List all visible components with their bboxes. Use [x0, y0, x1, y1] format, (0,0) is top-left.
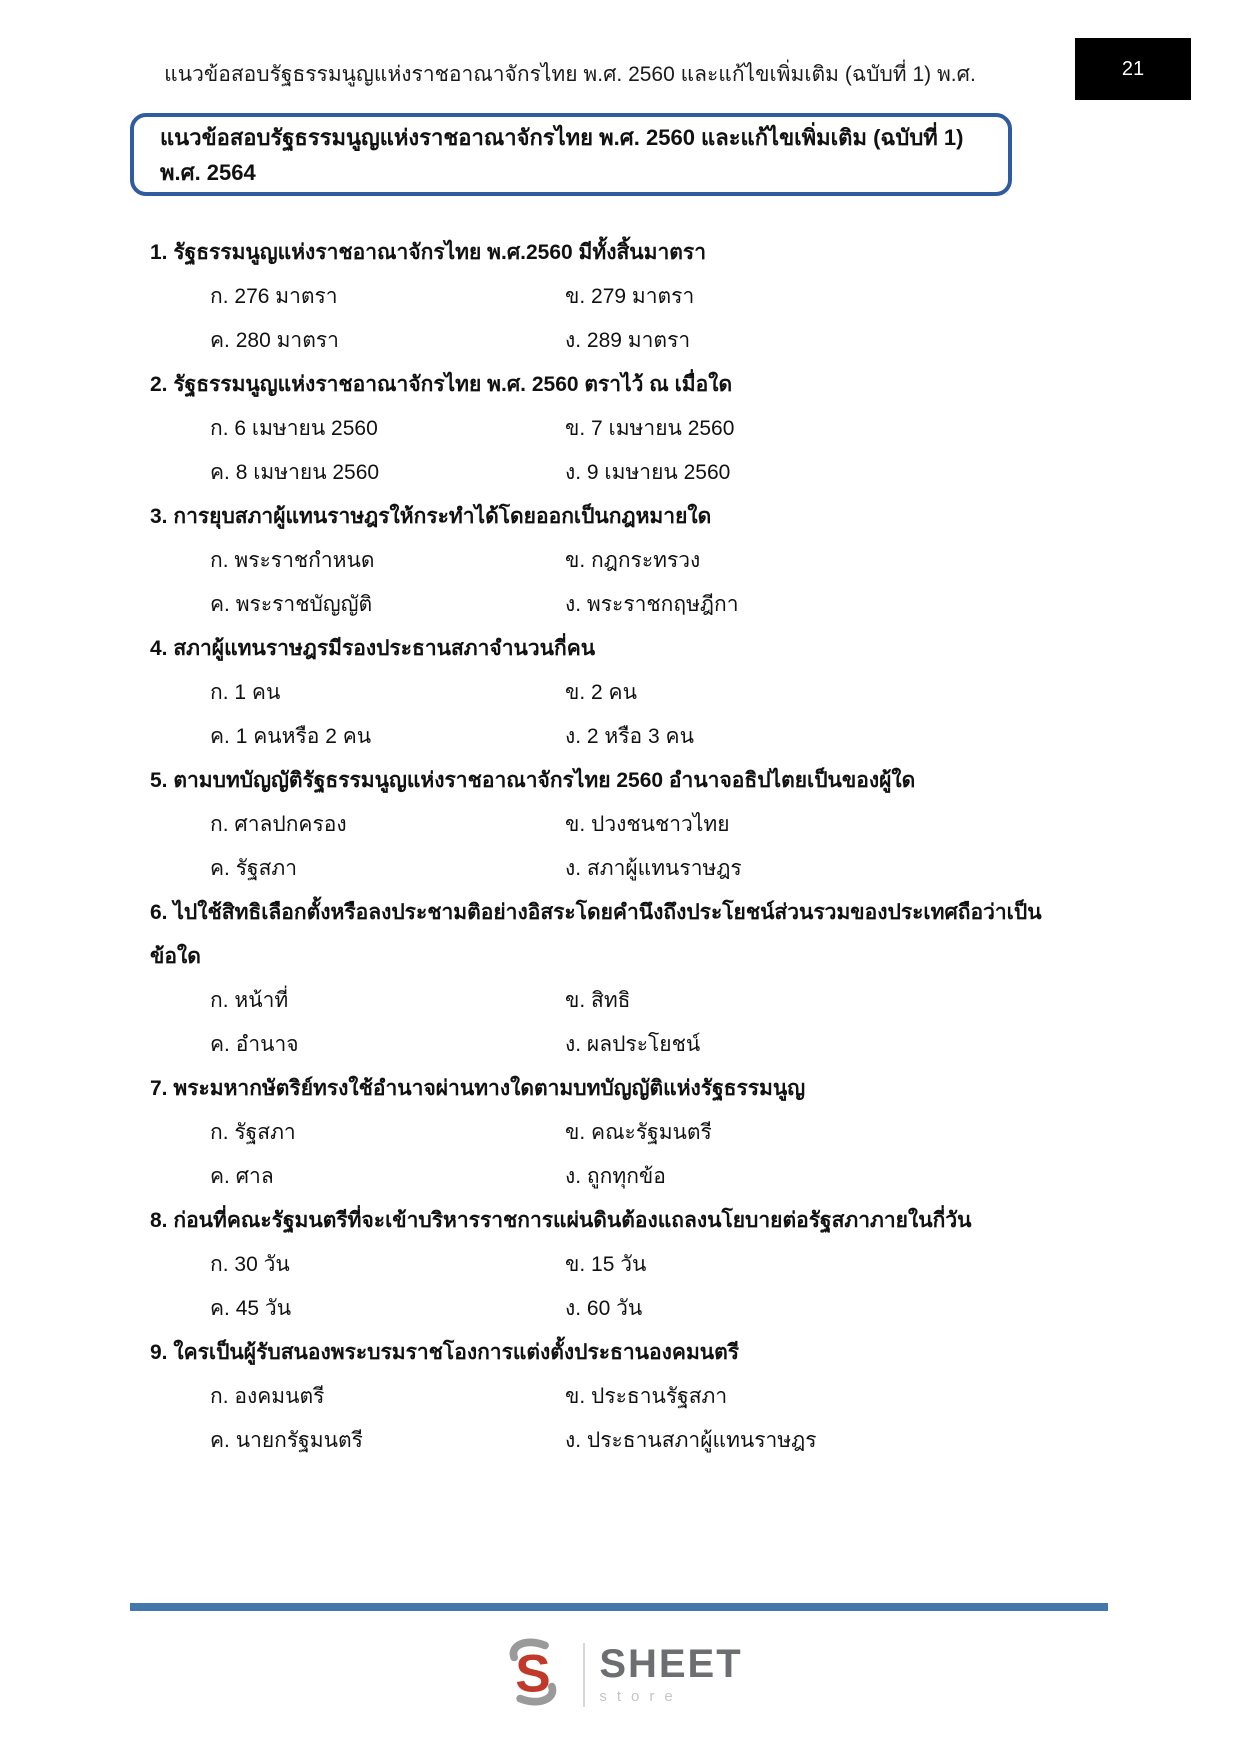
question-text: 4. สภาผู้แทนราษฎรมีรองประธานสภาจำนวนกี่คน	[150, 637, 596, 660]
options-row	[150, 847, 1055, 891]
option-a: ก. องคมนตรี	[210, 1385, 325, 1408]
options-row	[150, 583, 1055, 627]
option-c: ค. 1 คนหรือ 2 คน	[210, 725, 372, 748]
option-b: ข. คณะรัฐมนตรี	[565, 1121, 712, 1144]
option-c: ค. ศาล	[210, 1165, 274, 1188]
question-7	[150, 1067, 1055, 1199]
option-c: ค. 8 เมษายน 2560	[210, 461, 380, 484]
brand-subtitle: store	[599, 1688, 683, 1705]
footer-divider-bar	[130, 1603, 1108, 1611]
options-row	[150, 1243, 1055, 1287]
options-row	[150, 275, 1055, 319]
question-text: 9. ใครเป็นผู้รับสนองพระบรมราชโองการแต่งตั้งประธานองคมนตรี	[150, 1341, 740, 1364]
question-9	[150, 1331, 1055, 1463]
option-b: ข. กฎกระทรวง	[565, 549, 701, 572]
brand-text-block	[599, 1644, 742, 1705]
option-d: ง. 60 วัน	[565, 1297, 643, 1320]
option-d: ง. ประธานสภาผู้แทนราษฎร	[565, 1429, 817, 1452]
options-row	[150, 1375, 1055, 1419]
options-row	[150, 319, 1055, 363]
option-a: ก. พระราชกำหนด	[210, 549, 375, 572]
question-5	[150, 759, 1055, 891]
question-text: 5. ตามบทบัญญัติรัฐธรรมนูญแห่งราชอาณาจักรไทย 2560 อำนาจอธิปไตยเป็นของผู้ใด	[150, 769, 916, 792]
question-text: 2. รัฐธรรมนูญแห่งราชอาณาจักรไทย พ.ศ. 2560 ตราไว้ ณ เมื่อใด	[150, 373, 733, 396]
question-text: 8. ก่อนที่คณะรัฐมนตรีที่จะเข้าบริหารราชการแผ่นดินต้องแถลงนโยบายต่อรัฐสภาภายในกี่วัน	[150, 1209, 972, 1232]
document-title: แนวข้อสอบรัฐธรรมนูญแห่งราชอาณาจักรไทย พ.ศ. 2560 และแก้ไขเพิ่มเติม (ฉบับที่ 1) พ.ศ. 2564	[160, 124, 964, 185]
sheet-store-logo	[0, 1636, 1240, 1713]
questions-list	[150, 231, 1055, 1463]
option-b: ข. 279 มาตรา	[565, 285, 695, 308]
options-row	[150, 1419, 1055, 1463]
page-number-badge: 21	[1075, 38, 1191, 100]
sheet-store-s-icon	[497, 1636, 569, 1713]
options-row	[150, 671, 1055, 715]
option-b: ข. 2 คน	[565, 681, 637, 704]
option-c: ค. 280 มาตรา	[210, 329, 339, 352]
option-d: ง. 2 หรือ 3 คน	[565, 725, 694, 748]
option-b: ข. 15 วัน	[565, 1253, 647, 1276]
question-2	[150, 363, 1055, 495]
options-row	[150, 715, 1055, 759]
question-text: 7. พระมหากษัตริย์ทรงใช้อำนาจผ่านทางใดตามบทบัญญัติแห่งรัฐธรรมนูญ	[150, 1077, 806, 1100]
question-3	[150, 495, 1055, 627]
question-text: 1. รัฐธรรมนูญแห่งราชอาณาจักรไทย พ.ศ.2560 มีทั้งสิ้นมาตรา	[150, 241, 707, 264]
question-6	[150, 891, 1055, 1067]
question-4	[150, 627, 1055, 759]
option-a: ก. 30 วัน	[210, 1253, 290, 1276]
options-row	[150, 979, 1055, 1023]
question-1	[150, 231, 1055, 363]
options-row	[150, 539, 1055, 583]
option-b: ข. ประธานรัฐสภา	[565, 1385, 728, 1408]
options-row	[150, 1287, 1055, 1331]
question-8	[150, 1199, 1055, 1331]
option-c: ค. นายกรัฐมนตรี	[210, 1429, 363, 1452]
option-c: ค. อำนาจ	[210, 1033, 299, 1056]
option-a: ก. 276 มาตรา	[210, 285, 338, 308]
option-d: ง. ผลประโยชน์	[565, 1033, 701, 1056]
option-a: ก. หน้าที่	[210, 989, 289, 1012]
option-d: ง. พระราชกฤษฎีกา	[565, 593, 739, 616]
option-d: ง. ถูกทุกข้อ	[565, 1165, 666, 1188]
options-row	[150, 407, 1055, 451]
brand-name: SHEET	[599, 1642, 743, 1686]
option-b: ข. ปวงชนชาวไทย	[565, 813, 730, 836]
option-c: ค. 45 วัน	[210, 1297, 292, 1320]
running-header: แนวข้อสอบรัฐธรรมนูญแห่งราชอาณาจักรไทย พ.ศ. 2560 และแก้ไขเพิ่มเติม (ฉบับที่ 1) พ.ศ.	[164, 63, 976, 86]
options-row	[150, 803, 1055, 847]
logo-divider	[583, 1643, 585, 1707]
option-a: ก. 6 เมษายน 2560	[210, 417, 378, 440]
option-d: ง. สภาผู้แทนราษฎร	[565, 857, 742, 880]
option-c: ค. รัฐสภา	[210, 857, 298, 880]
options-row	[150, 1111, 1055, 1155]
option-a: ก. ศาลปกครอง	[210, 813, 347, 836]
option-c: ค. พระราชบัญญัติ	[210, 593, 373, 616]
options-row	[150, 1155, 1055, 1199]
document-title-box	[130, 113, 1012, 196]
options-row	[150, 451, 1055, 495]
option-b: ข. สิทธิ	[565, 989, 631, 1012]
options-row	[150, 1023, 1055, 1067]
option-d: ง. 9 เมษายน 2560	[565, 461, 731, 484]
question-text: 3. การยุบสภาผู้แทนราษฎรให้กระทำได้โดยออกเป็นกฎหมายใด	[150, 505, 712, 528]
option-b: ข. 7 เมษายน 2560	[565, 417, 735, 440]
option-a: ก. 1 คน	[210, 681, 281, 704]
option-d: ง. 289 มาตรา	[565, 329, 691, 352]
svg-text:S: S	[515, 1644, 552, 1704]
question-text: 6. ไปใช้สิทธิเลือกตั้งหรือลงประชามติอย่างอิสระโดยคำนึงถึงประโยชน์ส่วนรวมของประเทศถือว่าเป็นข้อใด	[150, 901, 1042, 968]
option-a: ก. รัฐสภา	[210, 1121, 296, 1144]
